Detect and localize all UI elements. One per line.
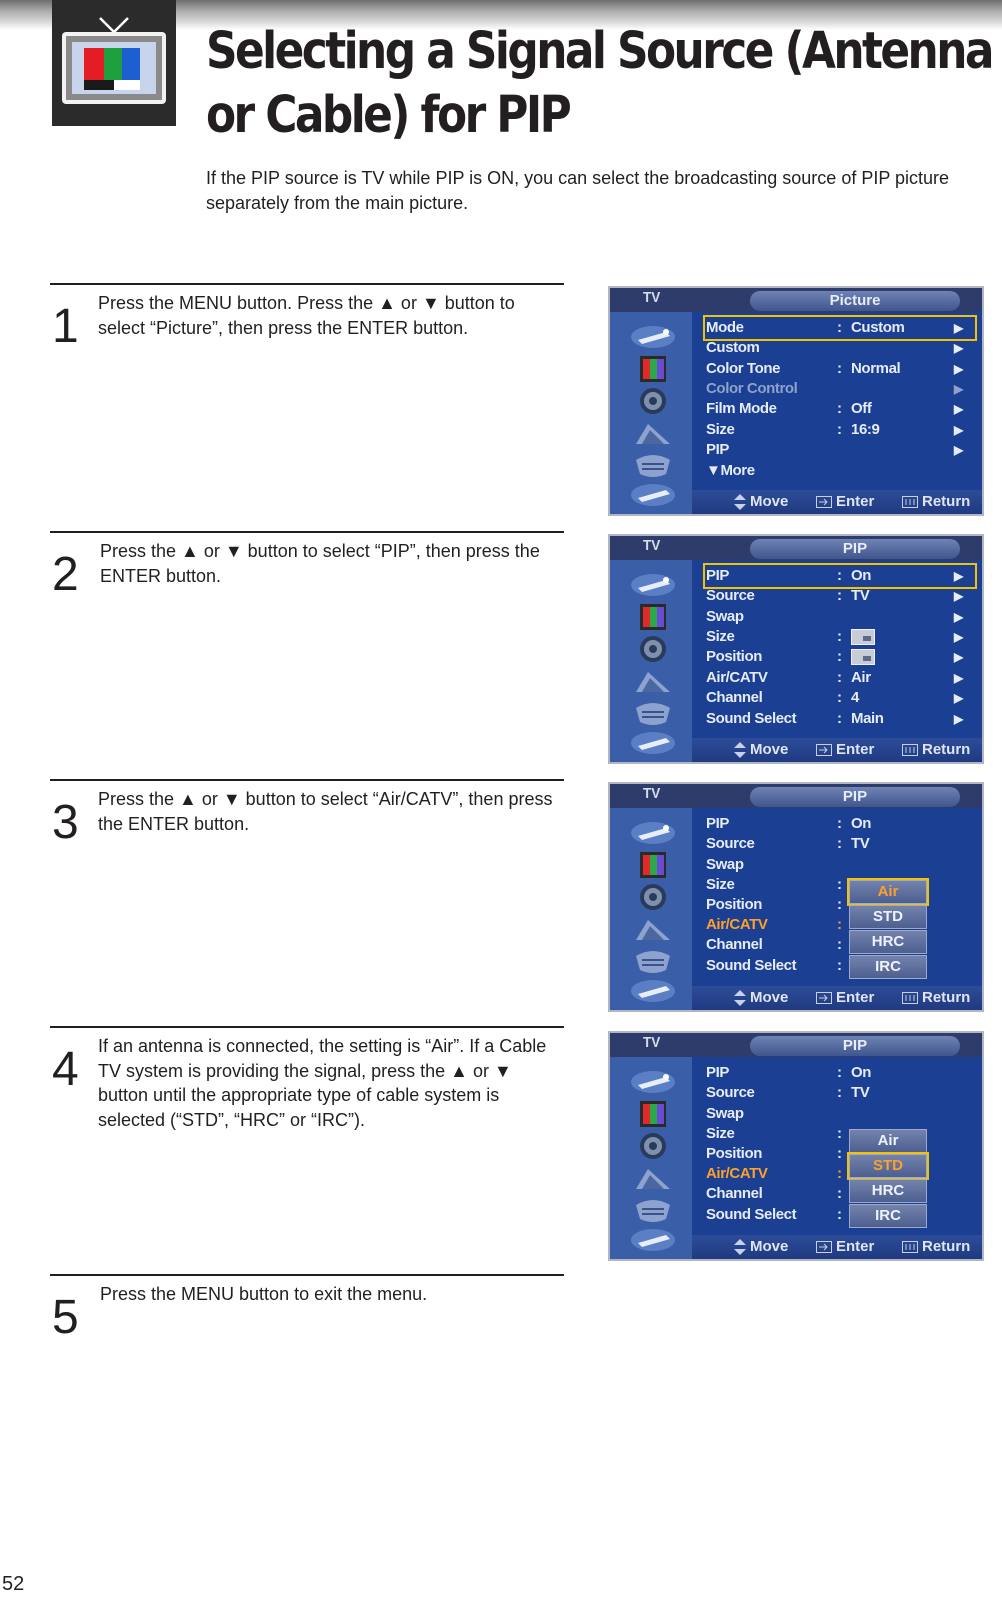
menu-row-pip[interactable]: PIP : On xyxy=(706,815,872,832)
step-text: Press the MENU button. Press the ▲ or ▼ button to select “Picture”, then press the ENTER button. xyxy=(98,293,515,338)
sound-speaker-icon xyxy=(626,882,680,912)
menu-row-source[interactable]: Source : TV ▶ xyxy=(706,587,964,604)
osd-source-label: TV xyxy=(643,289,661,306)
menu-row-mode[interactable]: Mode : Custom ▶ xyxy=(706,318,974,338)
step-number: 4 xyxy=(52,1043,79,1096)
menu-row-position[interactable]: Position : xyxy=(706,896,842,913)
option-hrc[interactable]: HRC xyxy=(849,930,927,954)
tv-color-bars-icon xyxy=(52,0,176,126)
channel-satellite-icon xyxy=(626,418,680,448)
sound-speaker-icon xyxy=(626,634,680,664)
menu-row-source[interactable]: Source : TV xyxy=(706,1084,870,1101)
footer-enter: Enter xyxy=(816,490,874,514)
step-number: 2 xyxy=(52,548,79,601)
option-irc[interactable]: IRC xyxy=(849,955,927,979)
menu-row-channel[interactable]: Channel : xyxy=(706,936,842,953)
footer-move: Move xyxy=(734,490,788,514)
osd-menu-tab: PIP xyxy=(750,539,960,559)
menu-row-film-mode[interactable]: Film Mode : Off ▶ xyxy=(706,400,964,417)
menu-return-icon xyxy=(902,496,918,508)
pip-position-icon xyxy=(851,649,875,665)
channel-satellite-icon xyxy=(626,1163,680,1193)
menu-row-pip[interactable]: PIP : On xyxy=(706,1064,872,1081)
menu-row-source[interactable]: Source : TV xyxy=(706,835,870,852)
enter-icon xyxy=(816,496,832,508)
osd-footer xyxy=(692,986,984,1010)
picture-color-bars-icon xyxy=(626,1099,680,1129)
footer-enter: Enter xyxy=(816,1235,874,1259)
menu-row-color-control: Color Control ▶ xyxy=(706,380,964,397)
step-text: Press the MENU button to exit the menu. xyxy=(100,1284,428,1304)
enter-icon xyxy=(816,1241,832,1253)
option-air[interactable]: Air xyxy=(849,880,927,904)
menu-row-position[interactable]: Position : xyxy=(706,1145,842,1162)
menu-row-swap[interactable]: Swap xyxy=(706,1105,744,1122)
step-number: 3 xyxy=(52,796,79,849)
move-updown-icon xyxy=(734,494,746,510)
option-std[interactable]: STD xyxy=(849,905,927,929)
step-text: Press the ▲ or ▼ button to select “PIP”, then press the ENTER button. xyxy=(100,541,540,586)
input-antenna-icon xyxy=(626,818,680,848)
setup-hand-icon xyxy=(626,946,680,976)
osd-menu-tab: PIP xyxy=(750,1036,960,1056)
option-hrc[interactable]: HRC xyxy=(849,1179,927,1203)
menu-return-icon xyxy=(902,1241,918,1253)
step-2 xyxy=(50,531,564,601)
menu-row-color-tone[interactable]: Color Tone : Normal ▶ xyxy=(706,360,964,377)
osd-footer xyxy=(692,1235,984,1259)
channel-satellite-icon xyxy=(626,914,680,944)
footer-move: Move xyxy=(734,738,788,762)
osd-footer xyxy=(692,490,984,514)
footer-enter: Enter xyxy=(816,986,874,1010)
footer-return: Return xyxy=(902,490,970,514)
menu-row-channel[interactable]: Channel : 4 ▶ xyxy=(706,689,964,706)
footer-return: Return xyxy=(902,986,970,1010)
menu-row-more[interactable]: ▼More xyxy=(706,462,755,479)
picture-color-bars-icon xyxy=(626,354,680,384)
step-3 xyxy=(50,779,564,849)
enter-icon xyxy=(816,744,832,756)
setup-hand-icon xyxy=(626,1195,680,1225)
sound-speaker-icon xyxy=(626,1131,680,1161)
menu-row-size[interactable]: Size : 16:9 ▶ xyxy=(706,421,964,438)
input-antenna-icon xyxy=(626,480,680,510)
osd-footer xyxy=(692,738,984,762)
step-text: Press the ▲ or ▼ button to select “Air/CATV”, then press the ENTER button. xyxy=(98,789,553,834)
footer-enter: Enter xyxy=(816,738,874,762)
menu-row-size[interactable]: Size : xyxy=(706,876,842,893)
osd-screen-air-catv-air xyxy=(608,782,984,1012)
page-title: Selecting a Signal Source (Antenna or Cable) for PIP xyxy=(206,22,992,145)
picture-color-bars-icon xyxy=(626,602,680,632)
option-std[interactable]: STD xyxy=(849,1154,927,1178)
menu-row-air-catv[interactable]: Air/CATV : xyxy=(706,916,842,933)
osd-source-label: TV xyxy=(643,537,661,554)
menu-return-icon xyxy=(902,744,918,756)
osd-screen-air-catv-std xyxy=(608,1031,984,1261)
osd-menu-tab: PIP xyxy=(750,787,960,807)
menu-row-swap[interactable]: Swap ▶ xyxy=(706,608,964,625)
menu-row-size[interactable]: Size : ▶ xyxy=(706,628,964,645)
step-4 xyxy=(50,1026,564,1130)
input-antenna-icon xyxy=(626,1067,680,1097)
channel-satellite-icon xyxy=(626,666,680,696)
menu-row-pip[interactable]: PIP : On ▶ xyxy=(706,566,974,586)
input-antenna-icon xyxy=(626,1225,680,1255)
step-number: 1 xyxy=(52,300,79,353)
option-irc[interactable]: IRC xyxy=(849,1204,927,1228)
step-text: If an antenna is connected, the setting is “Air”. If a Cable TV system is providing the signal, press the ▲ or ▼ button until the appropriate type of cable system is selected (“STD”, “HRC” or “IRC”). xyxy=(98,1036,547,1130)
enter-icon xyxy=(816,992,832,1004)
step-5 xyxy=(50,1274,564,1344)
step-number: 5 xyxy=(52,1291,79,1344)
input-antenna-icon xyxy=(626,570,680,600)
footer-return: Return xyxy=(902,738,970,762)
sound-speaker-icon xyxy=(626,386,680,416)
osd-screen-pip xyxy=(608,534,984,764)
setup-hand-icon xyxy=(626,450,680,480)
picture-color-bars-icon xyxy=(626,850,680,880)
footer-move: Move xyxy=(734,986,788,1010)
menu-row-sound-select[interactable]: Sound Select : xyxy=(706,957,842,974)
menu-row-air-catv[interactable]: Air/CATV : xyxy=(706,1165,842,1182)
osd-source-label: TV xyxy=(643,785,661,802)
step-1 xyxy=(50,283,564,353)
move-updown-icon xyxy=(734,1239,746,1255)
move-updown-icon xyxy=(734,742,746,758)
menu-row-size[interactable]: Size : xyxy=(706,1125,842,1142)
menu-row-pip[interactable]: PIP ▶ xyxy=(706,441,964,458)
menu-row-swap[interactable]: Swap xyxy=(706,856,744,873)
input-antenna-icon xyxy=(626,976,680,1006)
menu-row-sound-select[interactable]: Sound Select : xyxy=(706,1206,842,1223)
menu-row-sound-select[interactable]: Sound Select : Main ▶ xyxy=(706,710,964,727)
input-antenna-icon xyxy=(626,728,680,758)
footer-return: Return xyxy=(902,1235,970,1259)
input-antenna-icon xyxy=(626,322,680,352)
menu-row-channel[interactable]: Channel : xyxy=(706,1185,842,1202)
footer-move: Move xyxy=(734,1235,788,1259)
intro-paragraph: If the PIP source is TV while PIP is ON, you can select the broadcasting source of PIP picture separately from the main picture. xyxy=(206,168,950,213)
osd-screen-picture xyxy=(608,286,984,516)
menu-row-air-catv[interactable]: Air/CATV : Air ▶ xyxy=(706,669,964,686)
menu-return-icon xyxy=(902,992,918,1004)
pip-size-icon xyxy=(851,629,875,645)
osd-source-label: TV xyxy=(643,1034,661,1051)
move-updown-icon xyxy=(734,990,746,1006)
setup-hand-icon xyxy=(626,698,680,728)
menu-row-custom[interactable]: Custom ▶ xyxy=(706,339,964,356)
page-number: 52 xyxy=(2,1573,25,1595)
menu-row-position[interactable]: Position : ▶ xyxy=(706,648,964,665)
option-air[interactable]: Air xyxy=(849,1129,927,1153)
osd-menu-tab: Picture xyxy=(750,291,960,311)
